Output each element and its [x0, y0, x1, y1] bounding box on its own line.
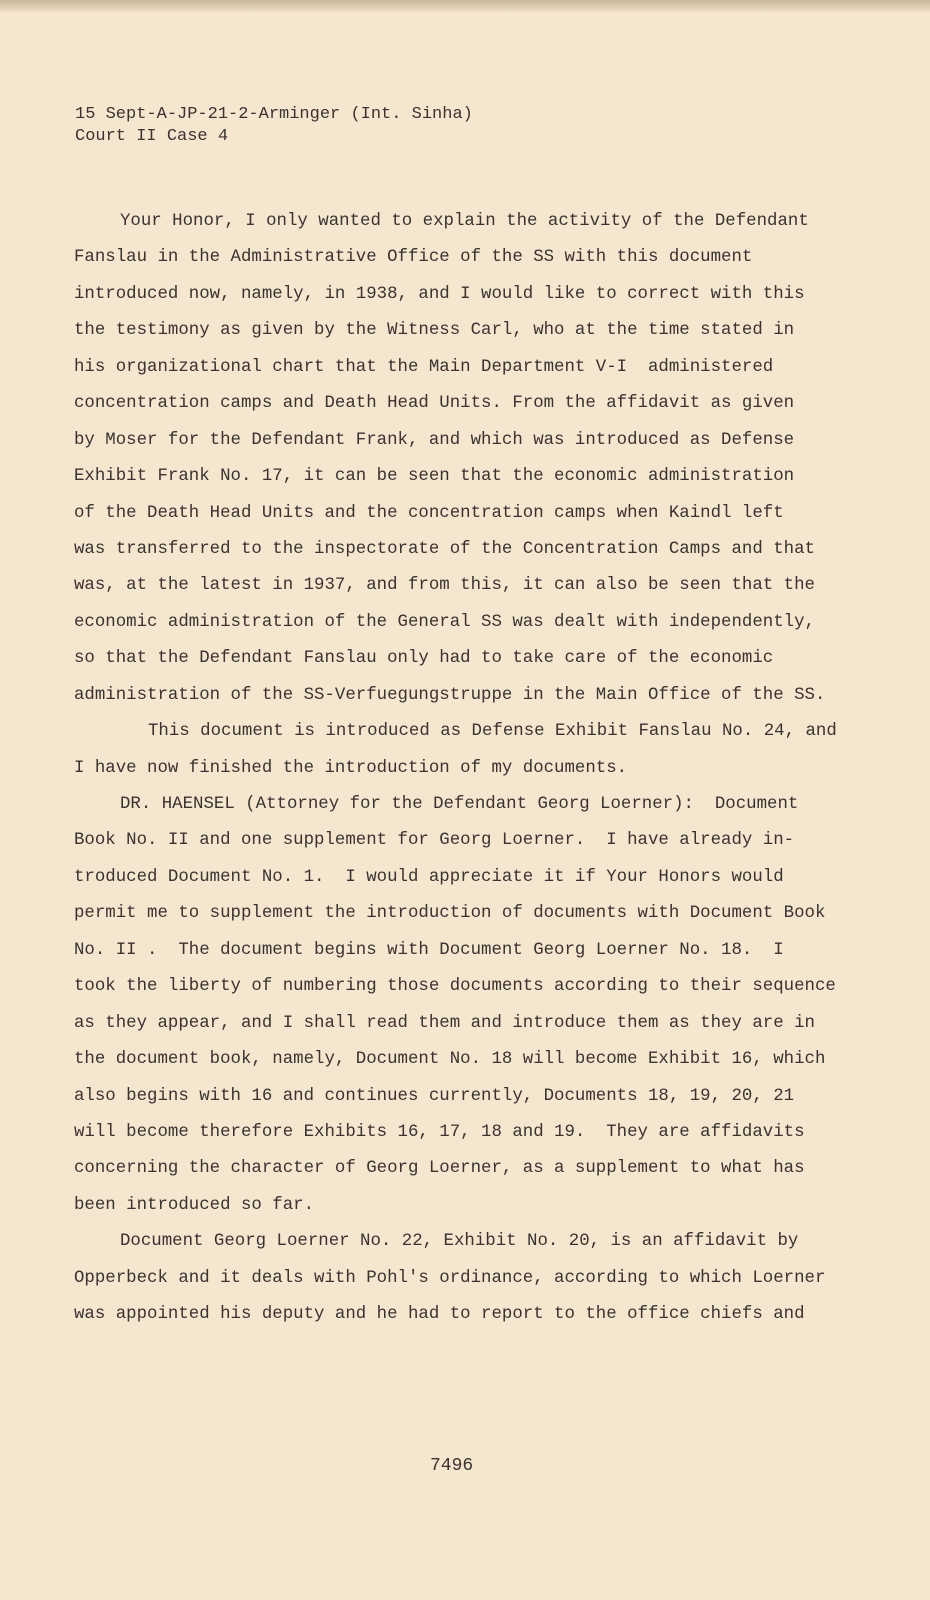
text-line: took the liberty of numbering those documents according to their sequence	[74, 977, 836, 997]
text-line: been introduced so far.	[74, 1195, 315, 1215]
text-line: DR. HAENSEL (Attorney for the Defendant Georg Loerner): Document	[120, 795, 799, 814]
header-reference: 15 Sept-A-JP-21-2-Arminger (Int. Sinha)	[75, 105, 473, 124]
text-line: will become therefore Exhibits 16, 17, 18 and 19. They are affidavits	[74, 1122, 805, 1142]
header-court-case: Court II Case 4	[75, 127, 229, 146]
text-line: Document Georg Loerner No. 22, Exhibit No. 20, is an affidavit by	[120, 1232, 799, 1252]
text-line: I have now finished the introduction of my documents.	[74, 758, 628, 778]
text-line: Your Honor, I only wanted to explain the activity of the Defendant	[120, 212, 809, 231]
text-line: was appointed his deputy and he had to report to the office chiefs and	[74, 1305, 805, 1325]
text-line: of the Death Head Units and the concentration camps when Kaindl left	[74, 503, 784, 523]
text-line: the document book, namely, Document No. 18 will become Exhibit 16, which	[74, 1050, 826, 1070]
text-line: administration of the SS-Verfuegungstruppe in the Main Office of the SS.	[74, 685, 826, 705]
text-line: No. II . The document begins with Document Georg Loerner No. 18. I	[74, 940, 784, 960]
page-number: 7496	[430, 1456, 474, 1476]
text-line: so that the Defendant Fanslau only had to take care of the economic	[74, 649, 774, 669]
text-line: troduced Document No. 1. I would appreciate it if Your Honors would	[74, 867, 784, 887]
text-line: Book No. II and one supplement for Georg Loerner. I have already in-	[74, 831, 795, 851]
text-line: was transferred to the inspectorate of the Concentration Camps and that	[74, 539, 815, 559]
document-body	[74, 204, 864, 1334]
text-line: the testimony as given by the Witness Carl, who at the time stated in	[74, 321, 795, 341]
text-line: economic administration of the General SS was dealt with independently,	[74, 612, 815, 632]
page-edge	[0, 0, 930, 12]
text-line: his organizational chart that the Main Department V-I administered	[74, 357, 774, 377]
text-line: permit me to supplement the introduction of documents with Document Book	[74, 904, 826, 924]
text-line: Opperbeck and it deals with Pohl's ordinance, according to which Loerner	[74, 1268, 826, 1288]
text-line: also begins with 16 and continues currently, Documents 18, 19, 20, 21	[74, 1086, 795, 1106]
text-line: was, at the latest in 1937, and from this, it can also be seen that the	[74, 576, 815, 596]
text-line: concentration camps and Death Head Units. From the affidavit as given	[74, 394, 795, 414]
text-line: by Moser for the Defendant Frank, and which was introduced as Defense	[74, 430, 795, 450]
text-line: introduced now, namely, in 1938, and I would like to correct with this	[74, 284, 805, 304]
text-line: Exhibit Frank No. 17, it can be seen that the economic administration	[74, 467, 795, 487]
document-header	[75, 104, 473, 148]
text-line: concerning the character of Georg Loerner, as a supplement to what has	[74, 1159, 805, 1179]
text-line: as they appear, and I shall read them and introduce them as they are in	[74, 1013, 815, 1033]
text-line: Fanslau in the Administrative Office of the SS with this document	[74, 248, 753, 268]
text-line: This document is introduced as Defense Exhibit Fanslau No. 24, and	[148, 722, 837, 742]
